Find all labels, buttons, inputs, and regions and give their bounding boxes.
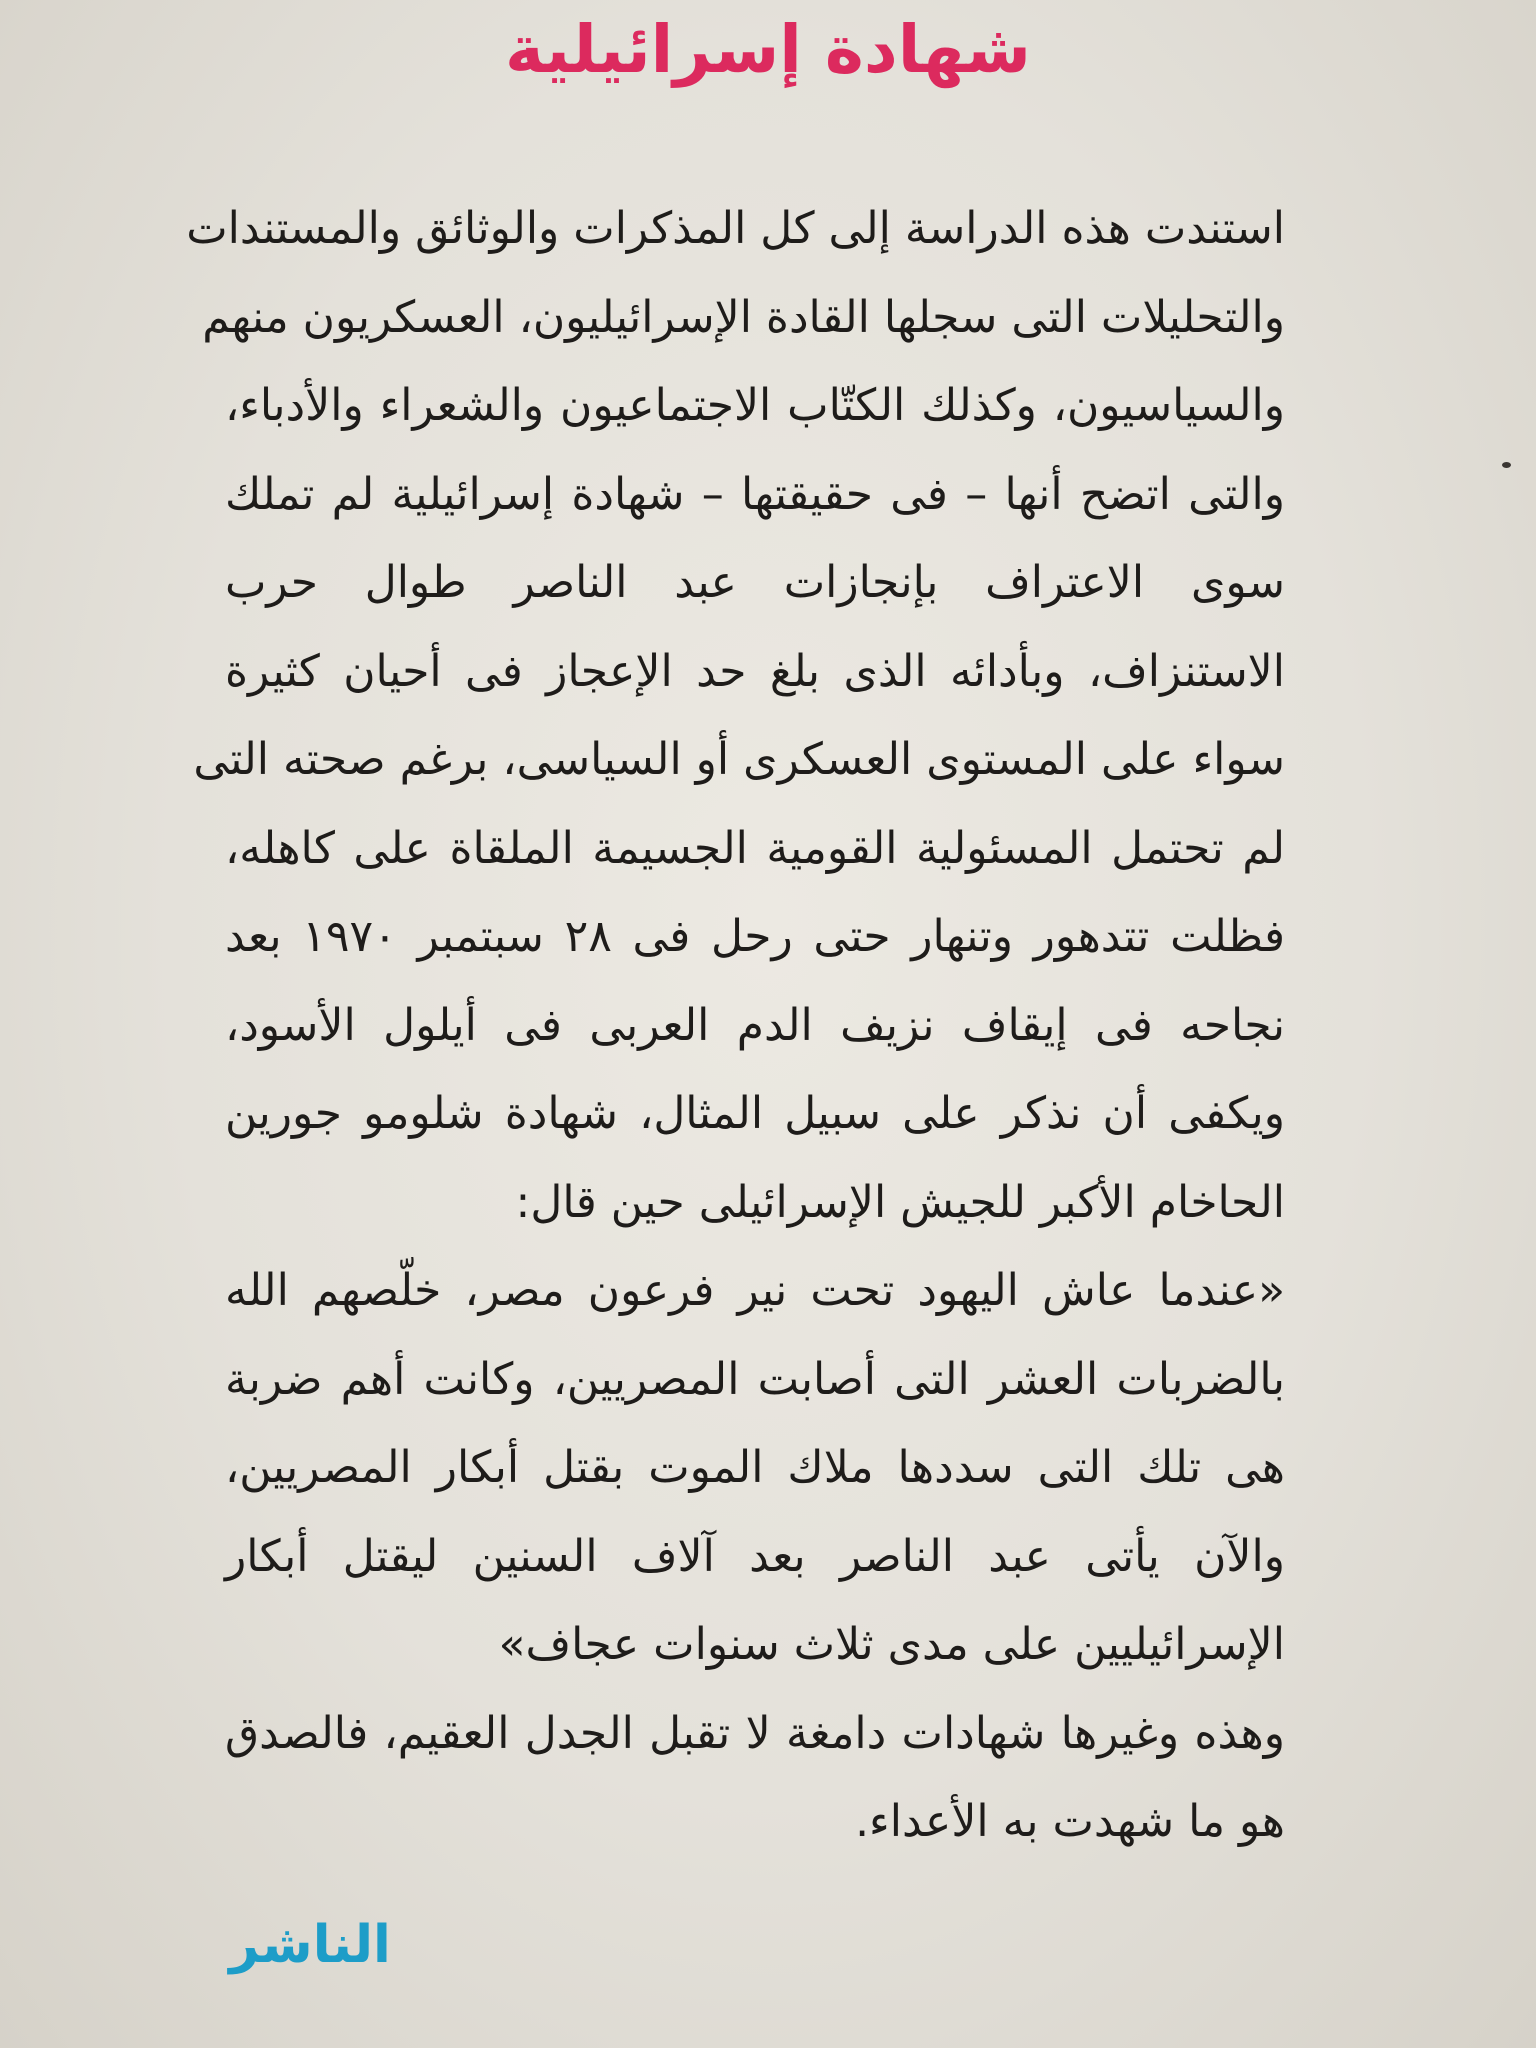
body-line: والسياسيون، وكذلك الكتّاب الاجتماعيون والشعراء والأدباء، xyxy=(225,380,1285,431)
quote-line: والآن يأتى عبد الناصر بعد آلاف السنين ليقتل أبكار xyxy=(225,1530,1285,1582)
body-line: والتى اتضح أنها – فى حقيقتها – شهادة إسرائيلية لم تملك xyxy=(225,468,1285,520)
body-line: الحاخام الأكبر للجيش الإسرائيلى حين قال: xyxy=(515,1176,1285,1228)
quote-line: هى تلك التى سددها ملاك الموت بقتل أبكار المصريين، xyxy=(225,1442,1285,1493)
quote-line: بالضربات العشر التى أصابت المصريين، وكانت أهم ضربة xyxy=(225,1353,1285,1405)
body-line: فظلت تتدهور وتنهار حتى رحل فى ٢٨ سبتمبر ١٩٧٠ بعد xyxy=(225,911,1286,962)
quote-line: الإسرائيليين على مدى ثلاث سنوات عجاف» xyxy=(498,1619,1285,1670)
body-line: سواء على المستوى العسكرى أو السياسى، برغم صحته التى xyxy=(193,734,1285,785)
body-paragraph xyxy=(186,185,1286,1867)
body-line: نجاحه فى إيقاف نزيف الدم العربى فى أيلول الأسود، xyxy=(225,999,1285,1051)
body-line: لم تحتمل المسئولية القومية الجسيمة الملقاة على كاهله، xyxy=(225,822,1285,874)
publisher-signature: الناشر xyxy=(229,1915,391,1975)
paper-speck xyxy=(1502,462,1511,468)
body-line: ويكفى أن نذكر على سبيل المثال، شهادة شلومو جورين xyxy=(225,1088,1285,1139)
body-line: سوى الاعتراف بإنجازات عبد الناصر طوال حرب xyxy=(225,557,1285,608)
body-line: هو ما شهدت به الأعداء. xyxy=(855,1796,1285,1847)
page-title: شهادة إسرائيلية xyxy=(505,11,1031,88)
quote-line: «عندما عاش اليهود تحت نير فرعون مصر، خلّصهم الله xyxy=(225,1265,1285,1316)
body-line: الاستنزاف، وبأدائه الذى بلغ حد الإعجاز فى أحيان كثيرة xyxy=(225,645,1285,697)
body-line: والتحليلات التى سجلها القادة الإسرائيليون، العسكريون منهم xyxy=(202,291,1285,343)
body-line: وهذه وغيرها شهادات دامغة لا تقبل الجدل العقيم، فالصدق xyxy=(225,1707,1285,1759)
body-line: استندت هذه الدراسة إلى كل المذكرات والوثائق والمستندات xyxy=(186,203,1285,254)
